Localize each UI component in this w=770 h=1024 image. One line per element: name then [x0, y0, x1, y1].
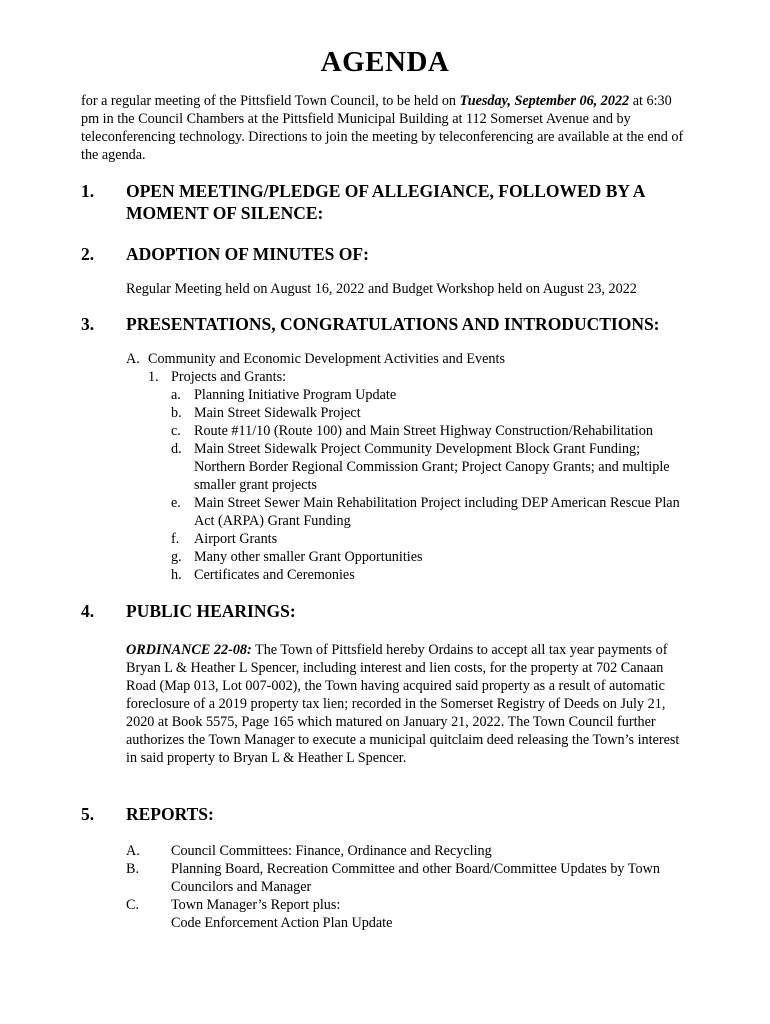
item-f-text: Airport Grants: [194, 531, 278, 547]
section-4-title: PUBLIC HEARINGS:: [126, 601, 296, 621]
section-5-number: 5.: [81, 804, 95, 824]
ordinance-paragraph: [126, 641, 691, 767]
report-b-text: Planning Board, Recreation Committee and other Board/Committee Updates by Town Councilors and Manager: [171, 861, 660, 895]
report-b-label: B.: [126, 861, 140, 877]
item-c-text: Route #11/10 (Route 100) and Main Street Highway Construction/Rehabilitation: [194, 423, 653, 439]
report-c-text: Town Manager’s Report plus:: [171, 897, 341, 913]
item-g-label: g.: [171, 549, 182, 565]
presentation-1-text: Projects and Grants:: [171, 369, 287, 385]
item-f-label: f.: [171, 531, 180, 547]
item-h-label: h.: [171, 567, 182, 583]
section-3-title: PRESENTATIONS, CONGRATULATIONS AND INTRODUCTIONS:: [126, 314, 660, 334]
item-a-text: Planning Initiative Program Update: [194, 387, 397, 403]
section-4-number: 4.: [81, 601, 95, 621]
item-b-text: Main Street Sidewalk Project: [194, 405, 361, 421]
meeting-date: Tuesday, September 06, 2022: [459, 93, 630, 109]
section-2-number: 2.: [81, 244, 95, 264]
item-e-label: e.: [171, 495, 181, 511]
report-a-text: Council Committees: Finance, Ordinance and Recycling: [171, 843, 492, 859]
ordinance-text: The Town of Pittsfield hereby Ordains to accept all tax year payments of Bryan L & Heather L Spencer, including interest and lien costs, for the property at 702 Canaan Road (Map 013, Lot 007-002), the Town having acquired said property as a result of automatic foreclosure of a 2019 property tax lien; recorded in the Somerset Registry of Deeds on July 21, 2020 at Book 5575, Page 165 which matured on January 21, 2022. The Town Council further authorizes the Town Manager to execute a municipal quitclaim deed releasing the Town’s interest in said property to Bryan L & Heather L Spencer.: [126, 642, 680, 766]
report-a-label: A.: [126, 843, 140, 859]
presentation-a-label: A.: [126, 351, 140, 367]
intro-paragraph: [81, 92, 691, 164]
section-2-title: ADOPTION OF MINUTES OF:: [126, 244, 369, 264]
item-h-text: Certificates and Ceremonies: [194, 567, 355, 583]
section-3-number: 3.: [81, 314, 95, 334]
report-c-sub: Code Enforcement Action Plan Update: [171, 915, 393, 931]
presentation-a-text: Community and Economic Development Activities and Events: [148, 351, 505, 367]
intro-text-after: at 6:30 pm in the Council Chambers at the Pittsfield Municipal Building at 112 Somerset Avenue and by teleconferencing technology. Directions to join the meeting by teleconferencing are available at the end of the agenda.: [81, 93, 684, 163]
item-e-text: Main Street Sewer Main Rehabilitation Project including DEP American Rescue Plan Act (ARPA) Grant Funding: [194, 495, 680, 529]
minutes-text: Regular Meeting held on August 16, 2022 and Budget Workshop held on August 23, 2022: [126, 281, 637, 297]
ordinance-number: ORDINANCE 22-08:: [126, 642, 252, 658]
intro-text-before: for a regular meeting of the Pittsfield Town Council, to be held on: [81, 93, 460, 109]
section-5-title: REPORTS:: [126, 804, 214, 824]
section-1-number: 1.: [81, 181, 95, 201]
report-c-label: C.: [126, 897, 140, 913]
item-d-label: d.: [171, 441, 182, 457]
presentation-1-label: 1.: [148, 369, 159, 385]
page-title: AGENDA: [320, 46, 450, 78]
item-a-label: a.: [171, 387, 181, 403]
item-d-text: Main Street Sidewalk Project Community Development Block Grant Funding; Northern Border Regional Commission Grant; Project Canopy Grants; and multiple smaller grant projects: [194, 441, 670, 493]
item-c-label: c.: [171, 423, 181, 439]
section-1-title: OPEN MEETING/PLEDGE OF ALLEGIANCE, FOLLOWED BY A MOMENT OF SILENCE:: [126, 181, 645, 223]
item-g-text: Many other smaller Grant Opportunities: [194, 549, 423, 565]
item-b-label: b.: [171, 405, 182, 421]
